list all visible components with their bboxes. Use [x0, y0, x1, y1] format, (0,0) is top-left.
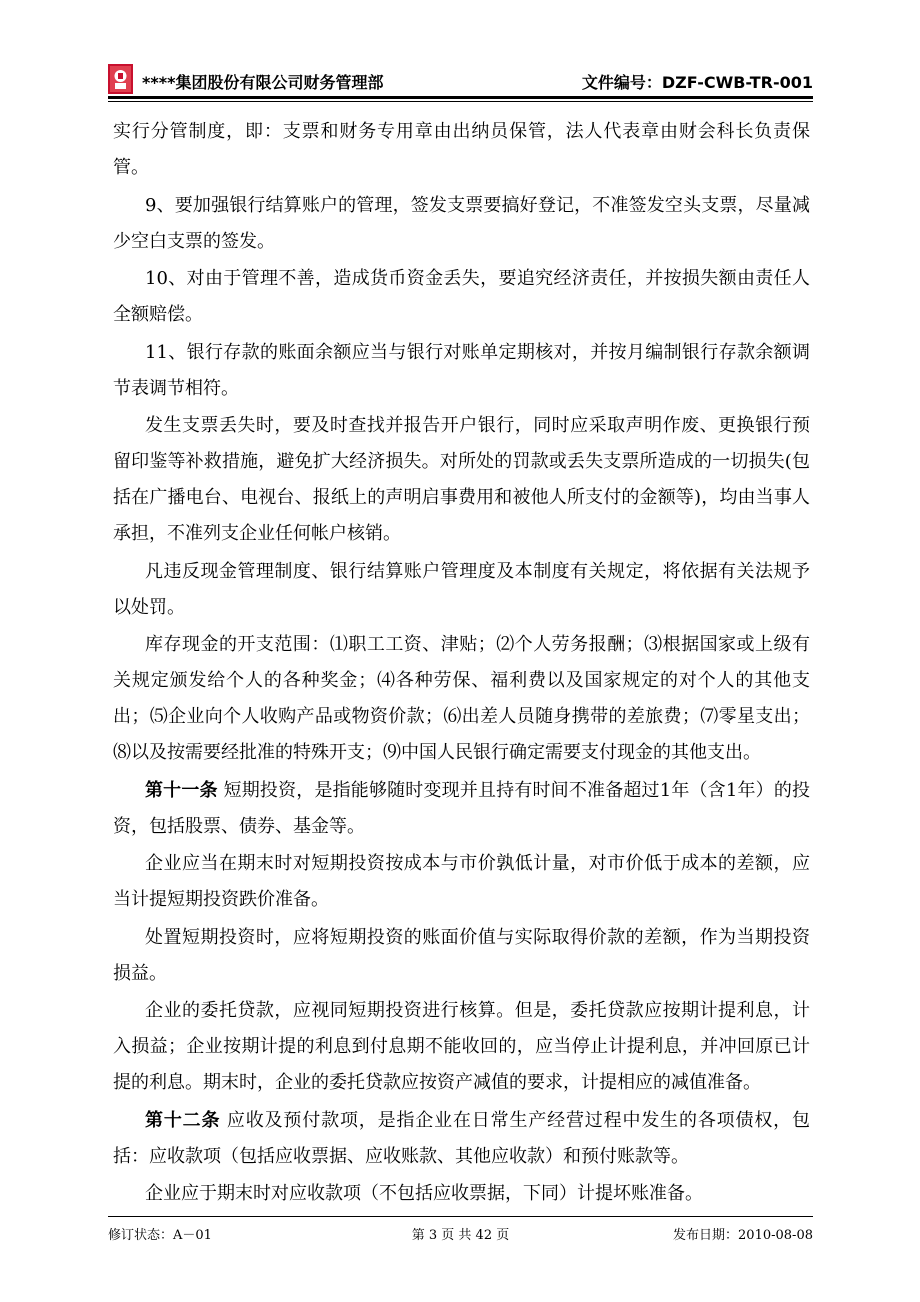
paragraph-bad-debt: 企业应于期末时对应收款项（不包括应收票据，下同）计提坏账准备。 — [145, 1183, 703, 1204]
paragraph-custody-system: 实行分管制度，即：支票和财务专用章由出纳员保管，法人代表章由财会科长负责保管。 — [113, 121, 810, 178]
article-12-text: 应收及预付款项，是指企业在日常生产经营过程中发生的各项债权，包括：应收款项（包括应收票据、应收账款、其他应收款）和预付账款等。 — [113, 1109, 811, 1167]
header-divider-thick — [108, 96, 813, 99]
footer-release-date: 发布日期：2010-08-08 — [673, 1228, 813, 1243]
paragraph-article-12 — [113, 1103, 810, 1175]
header-company-name: ****集团股份有限公司财务管理部 — [142, 73, 384, 92]
paragraph-entrusted-loans: 企业的委托贷款，应视同短期投资进行核算。但是，委托贷款应按期计提利息，计入损益；企业按期计提的利息到付息期不能收回的，应当停止计提利息，并冲回原已计提的利息。期末时，企业的委托贷款应按资产减值的要求，计提相应的减值准备。 — [113, 1000, 810, 1093]
paragraph-penalty: 凡违反现金管理制度、银行结算账户管理度及本制度有关规定，将依据有关法规予以处罚。 — [113, 560, 810, 618]
paragraph-article-11 — [113, 773, 810, 845]
paragraph-item-11: 11、银行存款的账面余额应当与银行对账单定期核对，并按月编制银行存款余额调节表调节相符。 — [113, 341, 810, 399]
footer-revision-status: 修订状态：A－01 — [108, 1228, 212, 1243]
paragraph-cash-scope: 库存现金的开支范围：⑴职工工资、津贴；⑵个人劳务报酬；⑶根据国家或上级有关规定颁发给个人的各种奖金；⑷各种劳保、福利费以及国家规定的对个人的其他支出；⑸企业向个人收购产品或物资价款；⑹出差人员随身携带的差旅费；⑺零星支出；⑻以及按需要经批准的特殊开支；⑼中国人民银行确定需要支付现金的其他支出。 — [113, 634, 810, 763]
header-document-number: 文件编号：DZF-CWB-TR-001 — [581, 73, 813, 92]
article-12-label: 第十二条 — [145, 1109, 221, 1131]
page-footer — [108, 1216, 813, 1246]
paragraph-short-term-valuation: 企业应当在期末时对短期投资按成本与市价孰低计量，对市价低于成本的差额，应当计提短期投资跌价准备。 — [113, 853, 810, 910]
header-divider-thin — [108, 101, 813, 102]
company-logo-icon — [108, 64, 133, 94]
paragraph-item-9: 9、要加强银行结算账户的管理，签发支票要搞好登记，不准签发空头支票，尽量减少空白支票的签发。 — [113, 194, 810, 252]
footer-divider — [108, 1216, 813, 1217]
paragraph-item-10: 10、对由于管理不善，造成货币资金丢失，要追究经济责任，并按损失额由责任人全额赔偿。 — [113, 268, 810, 325]
article-11-text: 短期投资，是指能够随时变现并且持有时间不准备超过1年（含1年）的投资，包括股票、债券、基金等。 — [113, 779, 810, 837]
paragraph-disposal: 处置短期投资时，应将短期投资的账面价值与实际取得价款的差额，作为当期投资损益。 — [113, 926, 810, 984]
document-body — [113, 114, 810, 1214]
paragraph-lost-cheque: 发生支票丢失时，要及时查找并报告开户银行，同时应采取声明作废、更换银行预留印鉴等补救措施，避免扩大经济损失。对所处的罚款或丢失支票所造成的一切损失(包括在广播电台、电视台、报纸上的声明启事费用和被他人所支付的金额等)，均由当事人承担，不准列支企业任何帐户核销。 — [113, 415, 810, 544]
article-11-label: 第十一条 — [145, 779, 218, 801]
footer-page-number: 第 3 页 共 42 页 — [411, 1228, 510, 1243]
page-header — [108, 62, 813, 102]
